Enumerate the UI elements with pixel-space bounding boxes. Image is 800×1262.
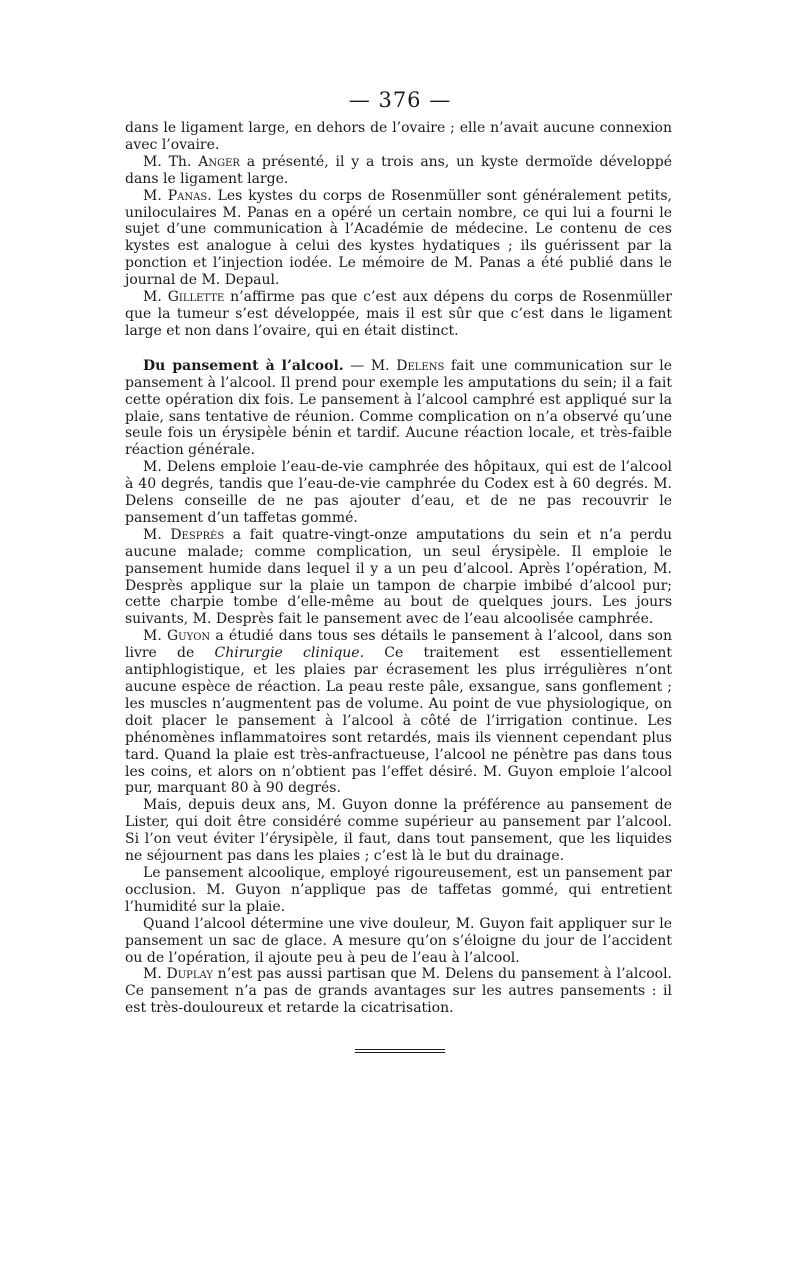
paragraph-ovary-connection xyxy=(125,120,672,154)
paragraph-delens-method xyxy=(125,459,672,527)
page-body-text xyxy=(125,120,672,1017)
paragraph-text: Mais, depuis deux ans, M. Guyon donne la préférence au pansement de Lister, qui doit être considéré comme supérieur au pansement par l’alcool. Si l’on veut éviter l’érysipèle, il faut, dans tout pansement, que les liquides ne séjournent pas dans les plaies ; c’est là le but du drainage. xyxy=(125,797,672,865)
speaker-name: Gillette xyxy=(167,289,225,306)
paragraph-gillette xyxy=(125,289,672,340)
paragraph-despres xyxy=(125,527,672,628)
paragraph-prefix: M. xyxy=(143,187,168,204)
paragraph-section-heading xyxy=(125,358,672,459)
paragraph-text: n’affirme pas que c’est aux dépens du corps de Rosenmüller que la tumeur s’est développée, mais il est sûr que c’est dans le ligament large et non dans l’ovaire, qui en était distinct. xyxy=(125,289,672,339)
book-title: Chirurgie clinique xyxy=(214,645,360,662)
paragraph-text: . Ce traitement est essentiellement antiphlogistique, et les plaies par écrasement les plus irrégulières n’ont aucune espèce de réaction. La peau reste pâle, exsangue, sans gonflement ; les muscles n’augmentent pas de volume. Au point de vue physiologique, on doit placer le pansement à l’alcool à côté de l’irrigation continue. Les phénomènes inflammatoires sont retardés, mais ils viennent cependant plus tard. Quand la plaie est très-anfractueuse, l’alcool ne pénètre pas dans tous les coins, et alors on n’obtient pas l’effet désiré. M. Guyon emploie l’alcool pur, marquant 80 à 90 degrés. xyxy=(125,645,672,797)
paragraph-text: M. Delens emploie l’eau-de-vie camphrée des hôpitaux, qui est de l’alcool à 40 degrés, tandis que l’eau-de-vie camphrée du Codex est à 60 degrés. M. Delens conseille de ne pas ajouter d’eau, et de ne pas recouvrir le pansement d’un taffetas gommé. xyxy=(125,459,672,526)
paragraph-duplay xyxy=(125,966,672,1017)
page-number: — 376 — xyxy=(348,88,452,112)
paragraph-text: . Les kystes du corps de Rosenmüller sont généralement petits, uniloculaires M. Panas en a opéré un certain nombre, ce qui lui a fourni le sujet d’une communication à l’Académie de médecine. Le contenu de ces kystes est analogue à celui des kystes hydatiques ; ils guérissent par la ponction et l’injection iodée. Le mémoire de M. Panas a été publié dans le journal de M. Depaul. xyxy=(125,187,672,289)
paragraph-prefix: M. Th. xyxy=(143,153,199,170)
speaker-name: Duplay xyxy=(166,966,213,983)
paragraph-ice xyxy=(125,916,672,967)
paragraph-prefix: M. xyxy=(143,526,171,543)
paragraph-prefix: M. xyxy=(143,628,167,645)
speaker-name: Panas xyxy=(167,187,208,204)
end-rule xyxy=(355,1049,445,1053)
paragraph-text: n’est pas aussi partisan que M. Delens du pansement à l’alcool. Ce pansement n’a pas de grands avantages sur les autres pansements : il est très-douloureux et retarde la cicatrisation. xyxy=(125,966,672,1017)
speaker-name: Desprès xyxy=(170,526,225,543)
paragraph-text: fait une communication sur le pansement à l’alcool. Il prend pour exemple les amputations du sein; il a fait cette opération dix fois. Le pansement à l’alcool camphré est appliqué sur la plaie, sans tentative de réunion. Comme complication on n’a observé qu’une seule fois un érysipèle bénin et tardif. Aucune réaction locale, et très-faible réaction générale. xyxy=(125,357,672,459)
paragraph-lister xyxy=(125,797,672,865)
paragraph-anger xyxy=(125,154,672,188)
paragraph-prefix: — M. xyxy=(343,357,397,374)
paragraph-text: a présenté, il y a trois ans, un kyste dermoïde développé dans le ligament large. xyxy=(125,153,672,187)
paragraph-text: dans le ligament large, en dehors de l’ovaire ; elle n’avait aucune connexion avec l’ovaire. xyxy=(125,120,672,153)
section-heading: Du pansement à l’alcool. xyxy=(143,357,344,374)
paragraph-prefix: M. xyxy=(143,289,168,306)
paragraph-panas xyxy=(125,188,672,289)
paragraph-text: Quand l’alcool détermine une vive douleur, M. Guyon fait appliquer sur le pansement un sac de glace. A mesure qu’on s’éloigne du jour de l’accident ou de l’opération, il ajoute peu à peu de l’eau à l’alcool. xyxy=(125,915,672,966)
paragraph-text: a étudié dans tous ses détails le pansement à l’alcool, dans son livre de xyxy=(125,628,672,662)
speaker-name: Anger xyxy=(198,153,240,170)
paragraph-text: Le pansement alcoolique, employé rigoureusement, est un pansement par occlusion. M. Guyon n’applique pas de taffetas gommé, qui entretient l’humidité sur la plaie. xyxy=(125,864,672,915)
paragraph-occlusion xyxy=(125,865,672,916)
paragraph-prefix: M. xyxy=(143,966,167,983)
speaker-name: Delens xyxy=(396,357,445,374)
paragraph-guyon xyxy=(125,628,672,797)
speaker-name: Guyon xyxy=(167,628,211,645)
paragraph-text: a fait quatre-vingt-onze amputations du sein et n’a perdu aucune malade; comme complication, un seul érysipèle. Il emploie le pansement humide dans lequel il y a un peu d’alcool. Après l’opération, M. Desprès applique sur la plaie un tampon de charpie imbibé d’alcool pur; cette charpie tombe d’elle-même au bout de quelques jours. Les jours suivants, M. Desprès fait le pansement avec de l’eau alcoolisée camphrée. xyxy=(125,526,672,628)
